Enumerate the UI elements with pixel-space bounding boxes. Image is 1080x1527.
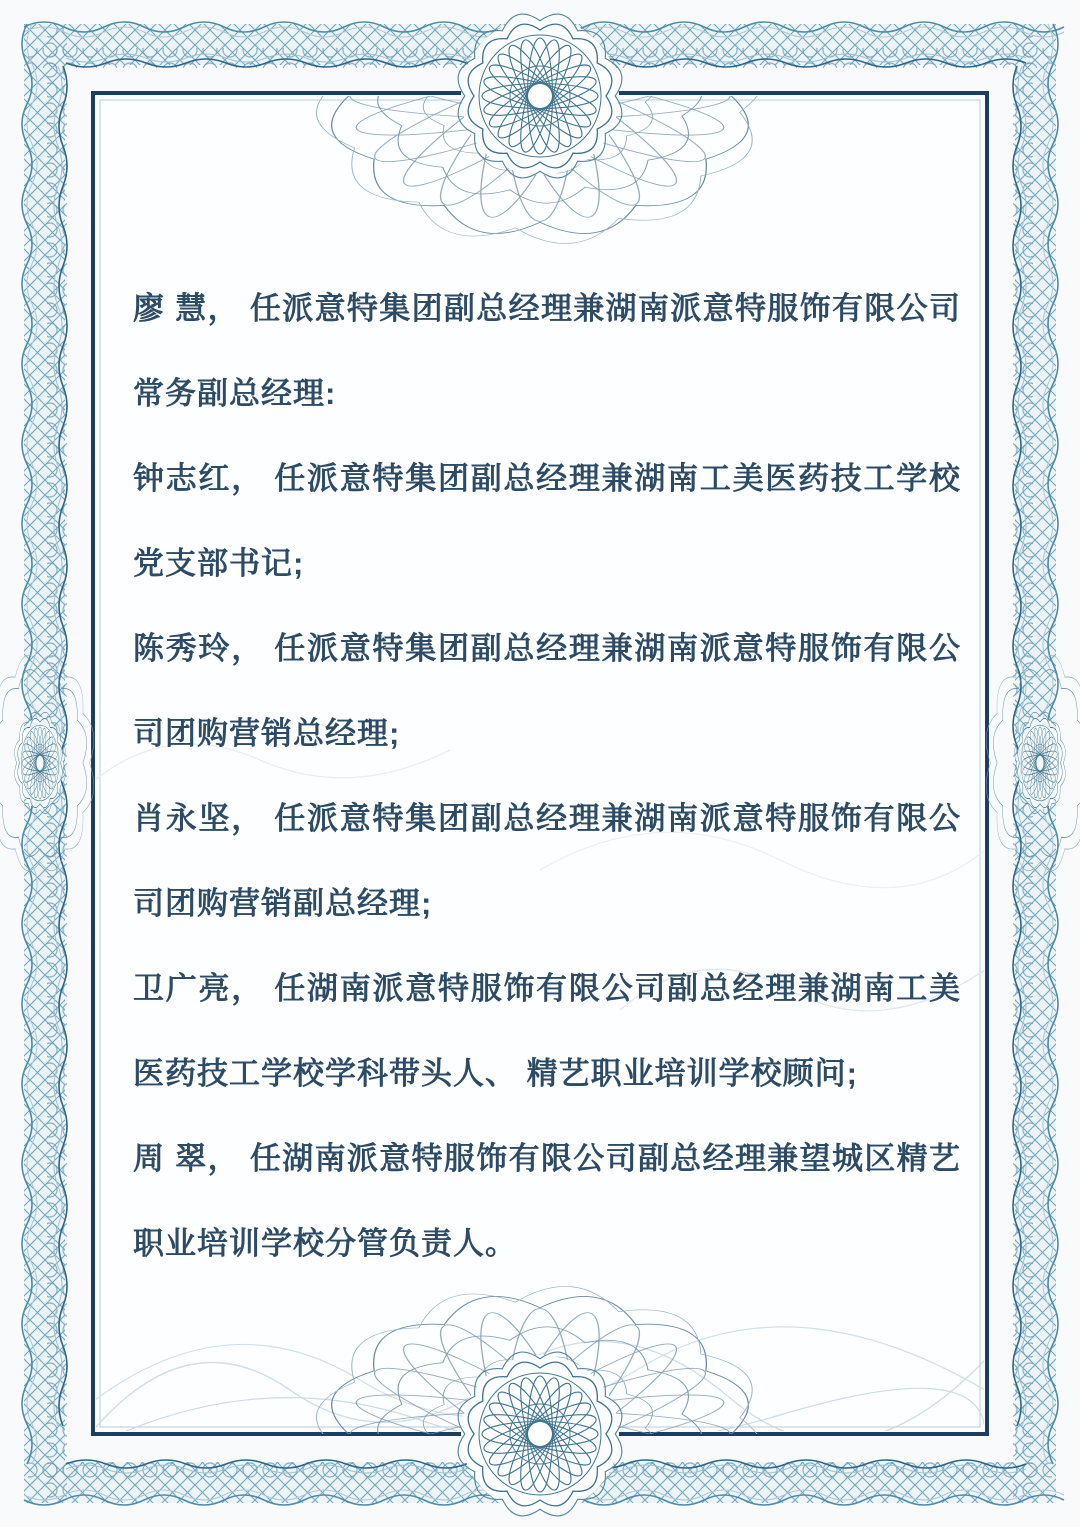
appointment-paragraph: 廖 慧， 任派意特集团副总经理兼湖南派意特服饰有限公司常务副总经理:: [133, 291, 961, 411]
appointment-paragraph: 陈秀玲， 任派意特集团副总经理兼湖南派意特服饰有限公司团购营销总经理;: [133, 631, 961, 751]
appointment-text-block: [133, 266, 961, 1286]
appointment-paragraph: 卫广亮， 任湖南派意特服饰有限公司副总经理兼湖南工美医药技工学校学科带头人、 精艺职业培训学校顾问;: [133, 971, 961, 1091]
appointment-paragraph: 周 翠， 任湖南派意特服饰有限公司副总经理兼望城区精艺职业培训学校分管负责人。: [133, 1141, 961, 1261]
appointment-paragraph: 肖永坚， 任派意特集团副总经理兼湖南派意特服饰有限公司团购营销副总经理;: [133, 801, 961, 921]
appointment-paragraph: 钟志红， 任派意特集团副总经理兼湖南工美医药技工学校党支部书记;: [133, 461, 961, 581]
